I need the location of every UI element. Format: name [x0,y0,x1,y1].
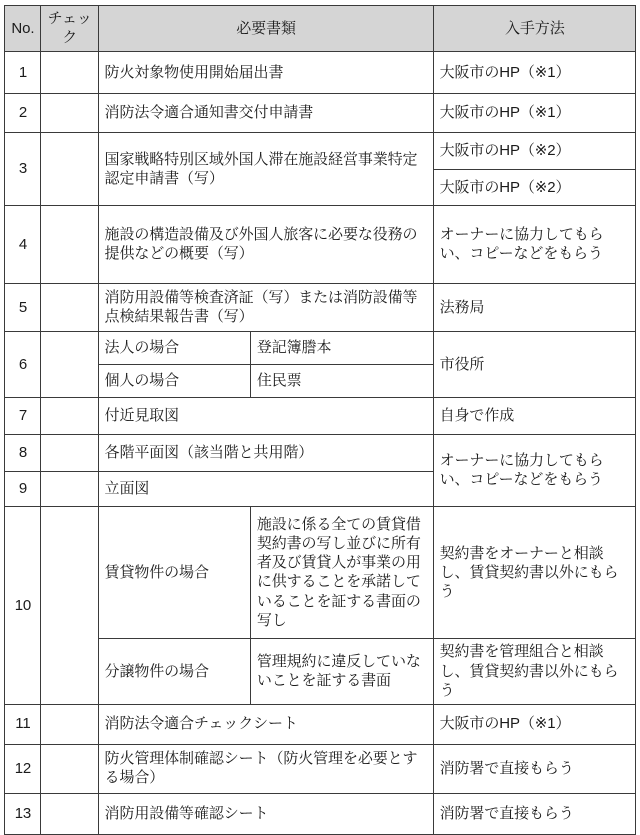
acquisition-method: 消防署で直接もらう [433,744,635,793]
row-number: 11 [5,704,41,744]
table-row [5,94,636,133]
document-name: 住民票 [250,365,433,398]
acquisition-method: オーナーに協力してもらい、コピーなどをもらう [433,206,635,284]
document-name: 立面図 [98,472,433,507]
row-number: 9 [5,472,41,507]
table-row [5,507,636,639]
column-header-documents: 必要書類 [98,6,433,52]
acquisition-method: オーナーに協力してもらい、コピーなどをもらう [433,435,635,507]
table-row [5,332,636,365]
acquisition-method: 大阪市のHP（※1） [433,704,635,744]
table-header [5,6,636,52]
acquisition-method: 自身で作成 [433,398,635,435]
row-number: 4 [5,206,41,284]
row-number: 10 [5,507,41,705]
column-header-no: No. [5,6,41,52]
table-row [5,639,636,705]
row-number: 7 [5,398,41,435]
document-name: 防火対象物使用開始届出書 [98,52,433,94]
row-number: 13 [5,793,41,834]
check-cell[interactable] [40,206,98,284]
table-body [5,52,636,835]
document-name: 管理規約に違反していないことを証する書面 [250,639,433,705]
check-cell[interactable] [40,507,98,705]
document-name: 消防用設備等検査済証（写）または消防設備等点検結果報告書（写） [98,284,433,332]
table-row [5,435,636,472]
check-cell[interactable] [40,704,98,744]
acquisition-method: 市役所 [433,332,635,398]
table-row [5,744,636,793]
check-cell[interactable] [40,332,98,398]
row-number: 6 [5,332,41,398]
table-row [5,704,636,744]
acquisition-method: 契約書を管理組合と相談し、賃貸契約書以外にもらう [433,639,635,705]
document-name: 各階平面図（該当階と共用階） [98,435,433,472]
row-number: 1 [5,52,41,94]
check-cell[interactable] [40,52,98,94]
acquisition-method: 法務局 [433,284,635,332]
check-cell[interactable] [40,398,98,435]
table-row [5,284,636,332]
document-subtype-label: 法人の場合 [98,332,250,365]
acquisition-method: 契約書をオーナーと相談し、賃貸契約書以外にもらう [433,507,635,639]
check-cell[interactable] [40,744,98,793]
check-cell[interactable] [40,94,98,133]
row-number: 3 [5,133,41,206]
document-name: 消防法令適合チェックシート [98,704,433,744]
acquisition-method: 大阪市のHP（※1） [433,52,635,94]
table-row [5,52,636,94]
table-row [5,133,636,170]
row-number: 5 [5,284,41,332]
check-cell[interactable] [40,435,98,472]
header-row [5,6,636,52]
document-name: 施設の構造設備及び外国人旅客に必要な役務の提供などの概要（写） [98,206,433,284]
row-number: 8 [5,435,41,472]
document-subtype-label: 賃貸物件の場合 [98,507,250,639]
document-subtype-label: 分譲物件の場合 [98,639,250,705]
check-cell[interactable] [40,133,98,206]
document-name: 防火管理体制確認シート（防火管理を必要とする場合） [98,744,433,793]
acquisition-method: 大阪市のHP（※1） [433,94,635,133]
column-header-check: チェック [40,6,98,52]
row-number: 2 [5,94,41,133]
document-name: 消防用設備等確認シート [98,793,433,834]
table-row [5,398,636,435]
check-cell[interactable] [40,284,98,332]
row-number: 12 [5,744,41,793]
document-name: 国家戦略特別区域外国人滞在施設経営事業特定認定申請書（写） [98,133,433,206]
document-name: 消防法令適合通知書交付申請書 [98,94,433,133]
acquisition-method: 大阪市のHP（※2） [433,170,635,206]
document-subtype-label: 個人の場合 [98,365,250,398]
document-name: 施設に係る全ての賃貸借契約書の写し並びに所有者及び賃貸人が事業の用に供することを承諾していることを証する書面の写し [250,507,433,639]
document-name: 付近見取図 [98,398,433,435]
required-documents-table [4,5,636,835]
table-row [5,206,636,284]
check-cell[interactable] [40,793,98,834]
check-cell[interactable] [40,472,98,507]
acquisition-method: 消防署で直接もらう [433,793,635,834]
column-header-method: 入手方法 [433,6,635,52]
table-row [5,793,636,834]
document-name: 登記簿謄本 [250,332,433,365]
acquisition-method: 大阪市のHP（※2） [433,133,635,170]
